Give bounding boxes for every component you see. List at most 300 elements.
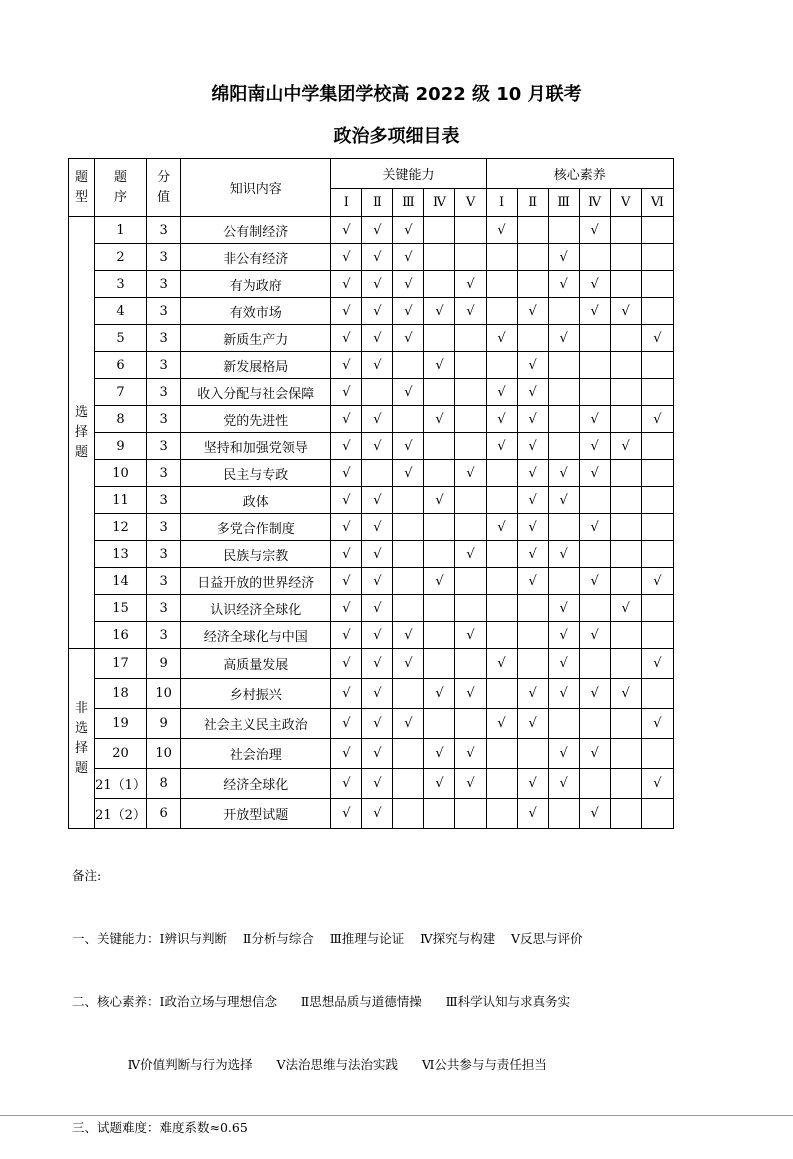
- literacy-check-cell: [610, 709, 641, 739]
- literacy-check-cell: [579, 595, 610, 622]
- ability-check-cell: √: [331, 799, 362, 829]
- ability-check-cell: [393, 352, 424, 379]
- header-ability-level: Ⅴ: [455, 189, 486, 217]
- literacy-check-cell: [610, 325, 641, 352]
- literacy-check-cell: [486, 541, 517, 568]
- question-score: 10: [147, 679, 181, 709]
- document-title: 绵阳南山中学集团学校高 2022 级 10 月联考: [211, 84, 582, 105]
- question-number: 3: [95, 271, 147, 298]
- ability-check-cell: √: [331, 244, 362, 271]
- ability-check-cell: √: [424, 568, 455, 595]
- literacy-check-cell: [641, 514, 673, 541]
- literacy-check-cell: [548, 406, 579, 433]
- literacy-check-cell: [486, 769, 517, 799]
- literacy-check-cell: √: [486, 514, 517, 541]
- table-row: [69, 769, 674, 799]
- literacy-check-cell: √: [641, 709, 673, 739]
- literacy-check-cell: [517, 649, 548, 679]
- ability-check-cell: [455, 595, 486, 622]
- literacy-check-cell: √: [548, 541, 579, 568]
- literacy-check-cell: [641, 298, 673, 325]
- literacy-check-cell: [579, 352, 610, 379]
- knowledge-topic: 政体: [181, 487, 331, 514]
- ability-check-cell: [455, 709, 486, 739]
- ability-check-cell: √: [362, 769, 393, 799]
- literacy-check-cell: √: [548, 487, 579, 514]
- literacy-check-cell: √: [548, 271, 579, 298]
- literacy-check-cell: [517, 325, 548, 352]
- table-row: [69, 244, 674, 271]
- literacy-check-cell: √: [610, 679, 641, 709]
- ability-check-cell: [455, 379, 486, 406]
- literacy-check-cell: [548, 217, 579, 244]
- literacy-check-cell: [610, 739, 641, 769]
- spec-table: [68, 158, 674, 829]
- ability-check-cell: √: [424, 679, 455, 709]
- question-number: 5: [95, 325, 147, 352]
- literacy-check-cell: √: [517, 406, 548, 433]
- literacy-check-cell: [579, 769, 610, 799]
- ability-check-cell: √: [455, 769, 486, 799]
- table-row: [69, 352, 674, 379]
- literacy-check-cell: [641, 487, 673, 514]
- literacy-check-cell: [641, 379, 673, 406]
- ability-check-cell: √: [393, 433, 424, 460]
- question-score: 8: [147, 769, 181, 799]
- ability-check-cell: [393, 568, 424, 595]
- literacy-check-cell: √: [579, 622, 610, 649]
- literacy-check-cell: √: [610, 298, 641, 325]
- literacy-check-cell: √: [579, 406, 610, 433]
- literacy-check-cell: [610, 769, 641, 799]
- header-literacy-level: Ⅰ: [486, 189, 517, 217]
- literacy-check-cell: [641, 622, 673, 649]
- table-row: [69, 679, 674, 709]
- question-number: 13: [95, 541, 147, 568]
- literacy-check-cell: [579, 325, 610, 352]
- ability-check-cell: [424, 244, 455, 271]
- ability-check-cell: √: [362, 568, 393, 595]
- table-row: [69, 433, 674, 460]
- literacy-check-cell: √: [641, 769, 673, 799]
- table-row: [69, 379, 674, 406]
- ability-check-cell: [455, 649, 486, 679]
- table-row: [69, 271, 674, 298]
- question-score: 10: [147, 739, 181, 769]
- literacy-check-cell: √: [517, 352, 548, 379]
- literacy-check-cell: [548, 514, 579, 541]
- ability-check-cell: √: [331, 352, 362, 379]
- notes-label: 备注:: [72, 868, 102, 883]
- notes-literacy-2: Ⅳ价值判断与行为选择 Ⅴ法治思维与法治实践 Ⅵ公共参与与责任担当: [72, 1057, 547, 1072]
- ability-check-cell: [455, 244, 486, 271]
- table-row: [69, 325, 674, 352]
- literacy-check-cell: √: [517, 709, 548, 739]
- literacy-check-cell: [610, 244, 641, 271]
- ability-check-cell: [455, 217, 486, 244]
- literacy-check-cell: [610, 541, 641, 568]
- question-score: 3: [147, 271, 181, 298]
- ability-check-cell: √: [362, 325, 393, 352]
- ability-check-cell: √: [362, 406, 393, 433]
- question-score: 3: [147, 244, 181, 271]
- table-row: [69, 514, 674, 541]
- literacy-check-cell: √: [548, 460, 579, 487]
- ability-check-cell: √: [331, 217, 362, 244]
- literacy-check-cell: [610, 514, 641, 541]
- ability-check-cell: [393, 541, 424, 568]
- notes-difficulty: 三、试题难度：难度系数≈0.65: [72, 1120, 248, 1135]
- ability-check-cell: √: [362, 298, 393, 325]
- ability-check-cell: √: [393, 298, 424, 325]
- ability-check-cell: √: [455, 271, 486, 298]
- literacy-check-cell: √: [548, 325, 579, 352]
- literacy-check-cell: [641, 595, 673, 622]
- question-number: 21（2）: [95, 799, 147, 829]
- ability-check-cell: [424, 433, 455, 460]
- literacy-check-cell: √: [579, 679, 610, 709]
- page-bottom-rule: [0, 1115, 793, 1116]
- literacy-check-cell: [486, 460, 517, 487]
- ability-check-cell: [424, 595, 455, 622]
- ability-check-cell: √: [331, 460, 362, 487]
- literacy-check-cell: √: [579, 739, 610, 769]
- ability-check-cell: [393, 487, 424, 514]
- ability-check-cell: √: [424, 769, 455, 799]
- ability-check-cell: √: [331, 679, 362, 709]
- ability-check-cell: √: [331, 568, 362, 595]
- literacy-check-cell: √: [486, 217, 517, 244]
- literacy-check-cell: √: [548, 649, 579, 679]
- ability-check-cell: [424, 460, 455, 487]
- header-literacy-level: Ⅱ: [517, 189, 548, 217]
- ability-check-cell: √: [424, 298, 455, 325]
- literacy-check-cell: [610, 271, 641, 298]
- question-score: 3: [147, 379, 181, 406]
- literacy-check-cell: [517, 271, 548, 298]
- literacy-check-cell: √: [579, 460, 610, 487]
- ability-check-cell: √: [331, 541, 362, 568]
- literacy-check-cell: √: [486, 379, 517, 406]
- literacy-check-cell: √: [579, 271, 610, 298]
- knowledge-topic: 社会主义民主政治: [181, 709, 331, 739]
- question-score: 3: [147, 433, 181, 460]
- table-row: [69, 709, 674, 739]
- literacy-check-cell: [517, 739, 548, 769]
- ability-check-cell: √: [393, 709, 424, 739]
- ability-check-cell: [393, 514, 424, 541]
- ability-check-cell: √: [362, 352, 393, 379]
- literacy-check-cell: [486, 568, 517, 595]
- ability-check-cell: [424, 217, 455, 244]
- header-ability-level: Ⅲ: [393, 189, 424, 217]
- ability-check-cell: [424, 379, 455, 406]
- question-score: 3: [147, 460, 181, 487]
- knowledge-topic: 新质生产力: [181, 325, 331, 352]
- question-number: 4: [95, 298, 147, 325]
- ability-check-cell: √: [424, 352, 455, 379]
- ability-check-cell: √: [424, 406, 455, 433]
- literacy-check-cell: [548, 352, 579, 379]
- question-number: 10: [95, 460, 147, 487]
- literacy-check-cell: √: [641, 568, 673, 595]
- literacy-check-cell: √: [610, 595, 641, 622]
- question-number: 8: [95, 406, 147, 433]
- table-row: [69, 541, 674, 568]
- ability-check-cell: [424, 514, 455, 541]
- literacy-check-cell: √: [486, 709, 517, 739]
- literacy-check-cell: √: [548, 769, 579, 799]
- question-number: 21（1）: [95, 769, 147, 799]
- literacy-check-cell: [641, 271, 673, 298]
- header-ability-level: Ⅱ: [362, 189, 393, 217]
- literacy-check-cell: [641, 541, 673, 568]
- question-score: 9: [147, 709, 181, 739]
- literacy-check-cell: [641, 679, 673, 709]
- literacy-check-cell: √: [641, 325, 673, 352]
- question-score: 3: [147, 352, 181, 379]
- ability-check-cell: √: [424, 487, 455, 514]
- ability-check-cell: [362, 460, 393, 487]
- ability-check-cell: √: [362, 217, 393, 244]
- literacy-check-cell: [641, 244, 673, 271]
- ability-check-cell: [424, 649, 455, 679]
- ability-check-cell: √: [362, 709, 393, 739]
- ability-check-cell: √: [393, 244, 424, 271]
- notes-literacy-1: 二、核心素养：Ⅰ政治立场与理想信念 Ⅱ思想品质与道德情操 Ⅲ科学认知与求真务实: [72, 994, 571, 1009]
- question-score: 3: [147, 298, 181, 325]
- literacy-check-cell: √: [517, 799, 548, 829]
- literacy-check-cell: √: [579, 514, 610, 541]
- knowledge-topic: 党的先进性: [181, 406, 331, 433]
- header-ability: 关键能力: [331, 159, 486, 189]
- literacy-check-cell: [641, 799, 673, 829]
- literacy-check-cell: [579, 379, 610, 406]
- question-score: 3: [147, 217, 181, 244]
- ability-check-cell: √: [331, 406, 362, 433]
- ability-check-cell: √: [331, 298, 362, 325]
- ability-check-cell: √: [362, 244, 393, 271]
- literacy-check-cell: √: [579, 433, 610, 460]
- question-score: 3: [147, 568, 181, 595]
- question-number: 20: [95, 739, 147, 769]
- question-score: 3: [147, 514, 181, 541]
- literacy-check-cell: [486, 487, 517, 514]
- literacy-check-cell: [641, 433, 673, 460]
- knowledge-topic: 开放型试题: [181, 799, 331, 829]
- literacy-check-cell: [548, 298, 579, 325]
- header-ability-level: Ⅳ: [424, 189, 455, 217]
- question-score: 3: [147, 622, 181, 649]
- question-score: 3: [147, 406, 181, 433]
- literacy-check-cell: [486, 298, 517, 325]
- question-number: 16: [95, 622, 147, 649]
- table-row: [69, 568, 674, 595]
- literacy-check-cell: [579, 487, 610, 514]
- literacy-check-cell: √: [548, 244, 579, 271]
- literacy-check-cell: √: [548, 622, 579, 649]
- ability-check-cell: √: [393, 271, 424, 298]
- ability-check-cell: [393, 679, 424, 709]
- literacy-check-cell: [517, 244, 548, 271]
- literacy-check-cell: √: [641, 406, 673, 433]
- question-number: 17: [95, 649, 147, 679]
- ability-check-cell: √: [362, 433, 393, 460]
- ability-check-cell: [455, 352, 486, 379]
- ability-check-cell: √: [393, 649, 424, 679]
- literacy-check-cell: [610, 217, 641, 244]
- ability-check-cell: √: [362, 541, 393, 568]
- question-number: 1: [95, 217, 147, 244]
- ability-check-cell: √: [362, 514, 393, 541]
- literacy-check-cell: [610, 352, 641, 379]
- table-row: [69, 487, 674, 514]
- ability-check-cell: √: [455, 541, 486, 568]
- knowledge-topic: 日益开放的世界经济: [181, 568, 331, 595]
- literacy-check-cell: √: [517, 514, 548, 541]
- literacy-check-cell: [641, 460, 673, 487]
- ability-check-cell: √: [455, 679, 486, 709]
- ability-check-cell: √: [393, 217, 424, 244]
- ability-check-cell: √: [393, 325, 424, 352]
- literacy-check-cell: [486, 622, 517, 649]
- ability-check-cell: √: [362, 679, 393, 709]
- literacy-check-cell: √: [517, 769, 548, 799]
- notes: [72, 823, 583, 1159]
- question-score: 3: [147, 541, 181, 568]
- question-type: 选择题: [69, 217, 95, 649]
- literacy-check-cell: √: [486, 433, 517, 460]
- knowledge-topic: 民族与宗教: [181, 541, 331, 568]
- ability-check-cell: √: [362, 595, 393, 622]
- document-subtitle: 政治多项细目表: [333, 126, 460, 147]
- literacy-check-cell: √: [548, 595, 579, 622]
- question-number: 11: [95, 487, 147, 514]
- literacy-check-cell: √: [517, 460, 548, 487]
- literacy-check-cell: √: [517, 487, 548, 514]
- header-ability-level: Ⅰ: [331, 189, 362, 217]
- ability-check-cell: [455, 433, 486, 460]
- literacy-check-cell: √: [517, 433, 548, 460]
- question-number: 18: [95, 679, 147, 709]
- table-row: [69, 217, 674, 244]
- table-row: [69, 595, 674, 622]
- question-number: 12: [95, 514, 147, 541]
- ability-check-cell: √: [393, 379, 424, 406]
- literacy-check-cell: [486, 739, 517, 769]
- ability-check-cell: [455, 325, 486, 352]
- ability-check-cell: √: [331, 271, 362, 298]
- literacy-check-cell: [548, 379, 579, 406]
- ability-check-cell: [424, 271, 455, 298]
- ability-check-cell: [393, 595, 424, 622]
- literacy-check-cell: √: [548, 739, 579, 769]
- literacy-check-cell: [610, 649, 641, 679]
- literacy-check-cell: √: [486, 649, 517, 679]
- question-number: 6: [95, 352, 147, 379]
- ability-check-cell: √: [455, 622, 486, 649]
- ability-check-cell: √: [331, 622, 362, 649]
- knowledge-topic: 高质量发展: [181, 649, 331, 679]
- ability-check-cell: √: [362, 622, 393, 649]
- ability-check-cell: √: [393, 460, 424, 487]
- question-score: 9: [147, 649, 181, 679]
- knowledge-topic: 有效市场: [181, 298, 331, 325]
- ability-check-cell: √: [455, 460, 486, 487]
- literacy-check-cell: [517, 622, 548, 649]
- header-literacy-level: Ⅴ: [610, 189, 641, 217]
- literacy-check-cell: [486, 679, 517, 709]
- ability-check-cell: √: [362, 649, 393, 679]
- ability-check-cell: √: [331, 514, 362, 541]
- literacy-check-cell: √: [517, 679, 548, 709]
- ability-check-cell: [455, 568, 486, 595]
- header-number: 题序: [95, 159, 147, 217]
- table-row: [69, 739, 674, 769]
- ability-check-cell: √: [331, 649, 362, 679]
- literacy-check-cell: √: [517, 298, 548, 325]
- knowledge-topic: 乡村振兴: [181, 679, 331, 709]
- question-score: 3: [147, 487, 181, 514]
- literacy-check-cell: [610, 568, 641, 595]
- ability-check-cell: √: [424, 739, 455, 769]
- ability-check-cell: [455, 406, 486, 433]
- literacy-check-cell: √: [517, 568, 548, 595]
- ability-check-cell: √: [455, 298, 486, 325]
- literacy-check-cell: [641, 217, 673, 244]
- ability-check-cell: [362, 379, 393, 406]
- header-knowledge: 知识内容: [181, 159, 331, 217]
- literacy-check-cell: √: [486, 406, 517, 433]
- ability-check-cell: √: [362, 271, 393, 298]
- literacy-check-cell: [610, 406, 641, 433]
- knowledge-topic: 社会治理: [181, 739, 331, 769]
- literacy-check-cell: [610, 799, 641, 829]
- table-row: [69, 460, 674, 487]
- question-score: 3: [147, 595, 181, 622]
- literacy-check-cell: [610, 379, 641, 406]
- question-number: 7: [95, 379, 147, 406]
- literacy-check-cell: [486, 352, 517, 379]
- ability-check-cell: [424, 709, 455, 739]
- literacy-check-cell: [610, 460, 641, 487]
- question-score: 6: [147, 799, 181, 829]
- table-row: [69, 649, 674, 679]
- question-number: 9: [95, 433, 147, 460]
- literacy-check-cell: √: [641, 649, 673, 679]
- literacy-check-cell: [517, 595, 548, 622]
- question-number: 14: [95, 568, 147, 595]
- header-score: 分值: [147, 159, 181, 217]
- literacy-check-cell: [579, 541, 610, 568]
- header-literacy-level: Ⅵ: [641, 189, 673, 217]
- ability-check-cell: √: [331, 379, 362, 406]
- table-row: [69, 298, 674, 325]
- ability-check-cell: [455, 514, 486, 541]
- literacy-check-cell: √: [548, 679, 579, 709]
- knowledge-topic: 经济全球化: [181, 769, 331, 799]
- knowledge-topic: 多党合作制度: [181, 514, 331, 541]
- literacy-check-cell: [486, 595, 517, 622]
- knowledge-topic: 非公有经济: [181, 244, 331, 271]
- ability-check-cell: [424, 622, 455, 649]
- header-literacy-level: Ⅲ: [548, 189, 579, 217]
- question-number: 15: [95, 595, 147, 622]
- literacy-check-cell: [579, 649, 610, 679]
- table-row: [69, 622, 674, 649]
- literacy-check-cell: √: [486, 325, 517, 352]
- ability-check-cell: [455, 487, 486, 514]
